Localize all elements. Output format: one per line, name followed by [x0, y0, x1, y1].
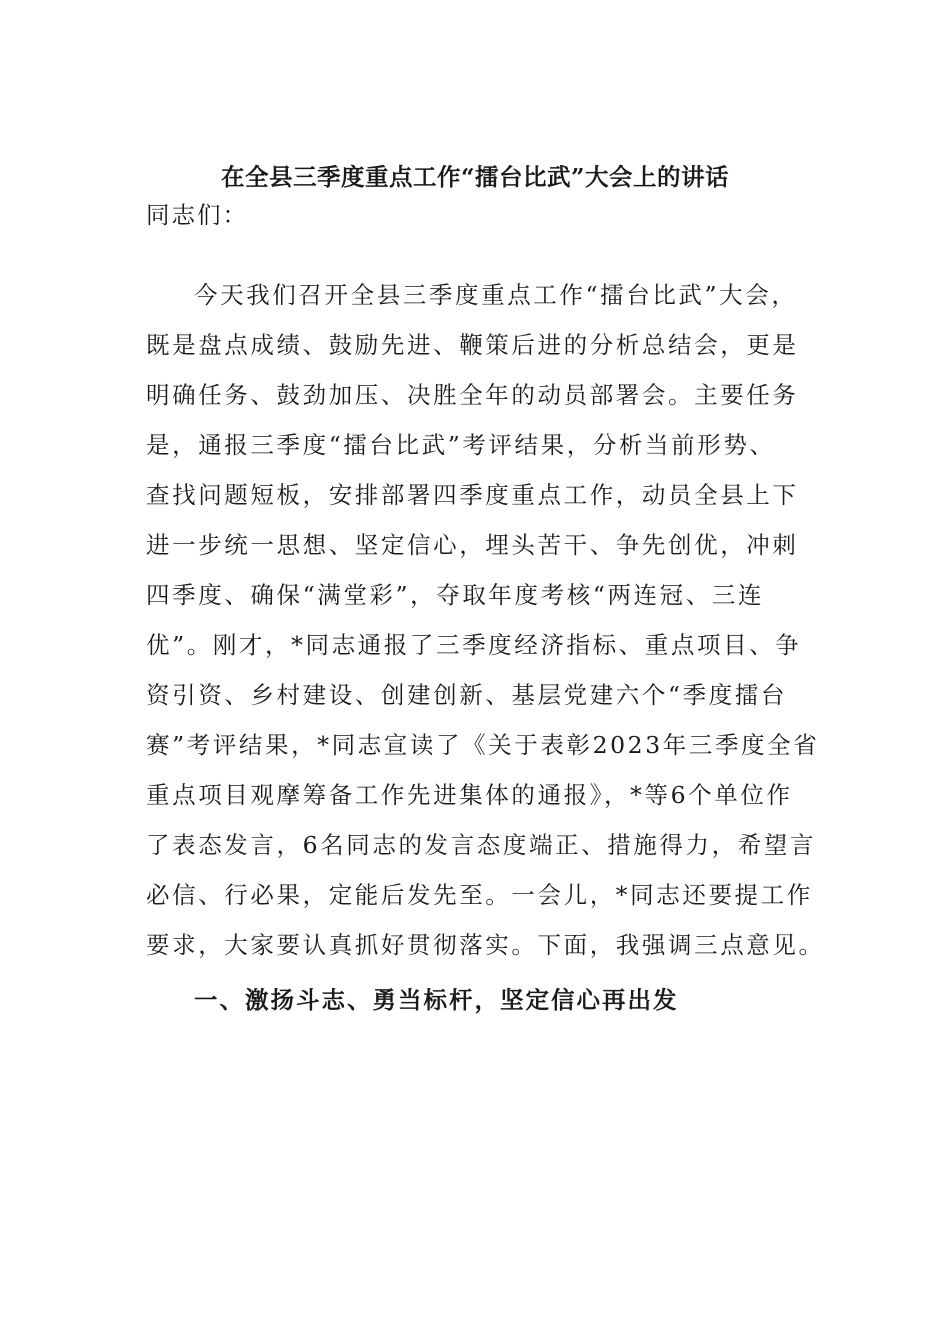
body-paragraph: [146, 275, 825, 975]
paragraph-line: 资引资、乡村建设、创建创新、基层党建六个“季度擂台: [146, 681, 788, 709]
paragraph-line: 既是盘点成绩、鼓励先进、鞭策后进的分析总结会，更是: [146, 331, 799, 359]
paragraph-line: 是，通报三季度“擂台比武”考评结果，分析当前形势、: [146, 431, 776, 459]
paragraph-line: 查找问题短板，安排部署四季度重点工作，动员全县上下: [146, 481, 799, 509]
paragraph-line: 重点项目观摩筹备工作先进集体的通报》，*等6个单位作: [146, 781, 793, 809]
paragraph-line: 进一步统一思想、坚定信心，埋头苦干、争先创优，冲刺: [146, 531, 799, 559]
paragraph-line: 赛”考评结果，*同志宣读了《关于表彰2023年三季度全省: [146, 731, 820, 759]
paragraph-line: 四季度、确保“满堂彩”，夺取年度考核“两连冠、三连: [146, 581, 765, 609]
paragraph-line: 优”。刚才，*同志通报了三季度经济指标、重点项目、争: [146, 631, 802, 659]
salutation: 同志们：: [146, 201, 248, 229]
page-title: 在全县三季度重点工作“擂台比武”大会上的讲话: [220, 163, 730, 191]
section-heading: 一、激扬斗志、勇当标杆，坚定信心再出发: [194, 986, 679, 1014]
paragraph-line: 明确任务、鼓劲加压、决胜全年的动员部署会。主要任务: [146, 381, 799, 409]
paragraph-line: 今天我们召开全县三季度重点工作“擂台比武”大会，: [194, 281, 798, 309]
paragraph-line: 要求，大家要认真抓好贯彻落实。下面，我强调三点意见。: [146, 931, 825, 959]
paragraph-line: 必信、行必果，定能后发先至。一会儿，*同志还要提工作: [146, 881, 813, 909]
paragraph-line: 了表态发言，6名同志的发言态度端正、措施得力，希望言: [146, 831, 817, 859]
